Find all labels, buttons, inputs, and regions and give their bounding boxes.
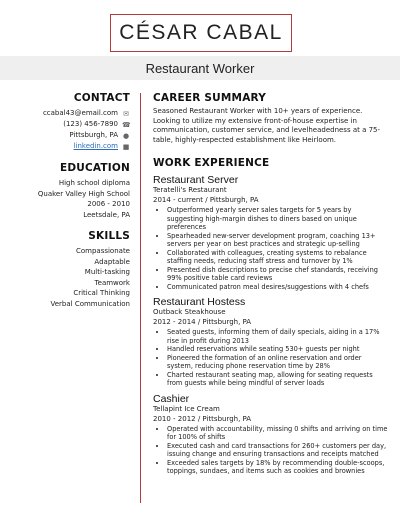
job-entry <box>153 393 388 476</box>
job-bullet: • Seated guests, informing them of daily specials, aiding in a 17% rise in profit during 2013 <box>167 328 388 345</box>
summary-section <box>153 92 388 145</box>
job-entry-title: Cashier <box>153 392 190 405</box>
job-entry-dates: 2012 - 2014 <box>153 318 196 327</box>
phone-icon: ☎ <box>122 120 131 129</box>
left-column <box>0 92 130 309</box>
skill-item: Critical Thinking <box>73 289 130 297</box>
right-column <box>153 92 388 476</box>
education-location: Leetsdale, PA <box>83 210 130 219</box>
job-entry-title: Restaurant Hostess <box>153 296 246 309</box>
job-bullet: • Pioneered the formation of an online reservation and order system, reducing phone reservation time by 28% <box>167 354 388 371</box>
email-text: ccabal43@email.com <box>42 109 118 117</box>
job-entry-title: Restaurant Server <box>153 174 239 187</box>
job-bullet: • Charted restaurant seating map, allowing for seating requests from guests while being mindful of server loads <box>167 371 388 388</box>
job-bullet: • Outperformed yearly server sales targets for 5 years by suggesting high-margin dishes to diners based on unique preferences <box>167 206 388 232</box>
job-title: Restaurant Worker <box>145 60 255 76</box>
contact-email <box>0 108 130 119</box>
job-entry-dates: 2010 - 2012 <box>153 414 196 423</box>
education-school: Quaker Valley High School <box>37 189 130 198</box>
column-divider <box>140 93 141 503</box>
job-entry-meta: 2014 - current / Pittsburgh, PA <box>153 196 259 205</box>
job-entry-dates: 2014 - current <box>153 196 204 205</box>
envelope-icon: ✉ <box>123 109 129 118</box>
job-title-band <box>0 56 400 80</box>
job-entry-location: Pittsburgh, PA <box>202 318 252 327</box>
job-entry-meta: 2012 - 2014 / Pittsburgh, PA <box>153 318 252 327</box>
skill-item: Verbal Communication <box>50 299 130 308</box>
summary-heading: CAREER SUMMARY <box>153 92 267 104</box>
experience-heading: WORK EXPERIENCE <box>153 157 270 170</box>
skill-item: Multi-tasking <box>84 268 130 276</box>
job-bullets <box>153 206 388 291</box>
job-entry-location: Pittsburgh, PA <box>202 414 252 423</box>
contact-phone <box>0 119 130 130</box>
job-bullet: • Exceeded sales targets by 18% by recommending double-scoops, toppings, sundaes, and items such as cookies and brownies <box>167 459 388 476</box>
education-degree: High school diploma <box>58 179 130 187</box>
linkedin-icon: ■ <box>122 142 130 151</box>
experience-section <box>153 157 388 476</box>
location-pin-icon: ● <box>122 131 130 140</box>
job-bullets <box>153 328 388 388</box>
education-heading: EDUCATION <box>59 162 130 174</box>
job-entry-company: Outback Steakhouse <box>153 308 226 317</box>
summary-text: Seasoned Restaurant Worker with 10+ years of experience. Looking to utilize my extensive front-of-house expertise in communication, customer service, and levelheadedness at a 75- table, highly-respected establishment like Heirloom. <box>153 107 381 144</box>
job-bullet: • Communicated patron meal desires/suggestions with 4 chefs <box>167 283 388 292</box>
location-text: Pittsburgh, PA <box>69 131 118 139</box>
job-entry <box>153 174 388 291</box>
education-years: 2006 - 2010 <box>87 200 130 208</box>
job-bullet: • Handled reservations while seating 530+ guests per night <box>167 345 388 354</box>
contact-linkedin <box>0 141 130 152</box>
job-bullets <box>153 425 388 476</box>
job-entry <box>153 296 388 388</box>
job-bullet: • Collaborated with colleagues, creating systems to rebalance staffing needs, reducing staff stress and turnover by 1% <box>167 249 388 266</box>
job-bullet: • Executed cash and card transactions for 260+ customers per day, issuing change and ensuring transactions and receipts matched <box>167 442 388 459</box>
linkedin-link[interactable]: linkedin.com <box>73 142 118 150</box>
skill-item: Adaptable <box>94 257 130 266</box>
job-entry-company: Teratelli's Restaurant <box>153 186 227 195</box>
skill-item: Teamwork <box>94 278 130 287</box>
name-heading: CÉSAR CABAL <box>110 14 292 52</box>
job-entry-company: Tellapint Ice Cream <box>153 404 220 413</box>
job-bullet: • Spearheaded new-server development program, coaching 13+ servers per year on best practices and strategic up-selling <box>167 232 388 249</box>
education-section <box>0 162 130 220</box>
job-entry-location: Pittsburgh, PA <box>209 196 259 205</box>
job-bullet: • Presented dish descriptions to precise chef standards, receiving 99% positive table card reviews <box>167 266 388 283</box>
skills-heading: SKILLS <box>88 230 130 242</box>
job-entry-meta: 2010 - 2012 / Pittsburgh, PA <box>153 414 252 423</box>
skill-item: Compassionate <box>75 247 130 255</box>
contact-location <box>0 130 130 141</box>
job-bullet: • Operated with accountability, missing 0 shifts and arriving on time for 100% of shifts <box>167 425 388 442</box>
contact-heading: CONTACT <box>73 92 130 104</box>
contact-section <box>0 92 130 152</box>
phone-text: (123) 456-7890 <box>63 120 118 128</box>
skills-section <box>0 230 130 309</box>
